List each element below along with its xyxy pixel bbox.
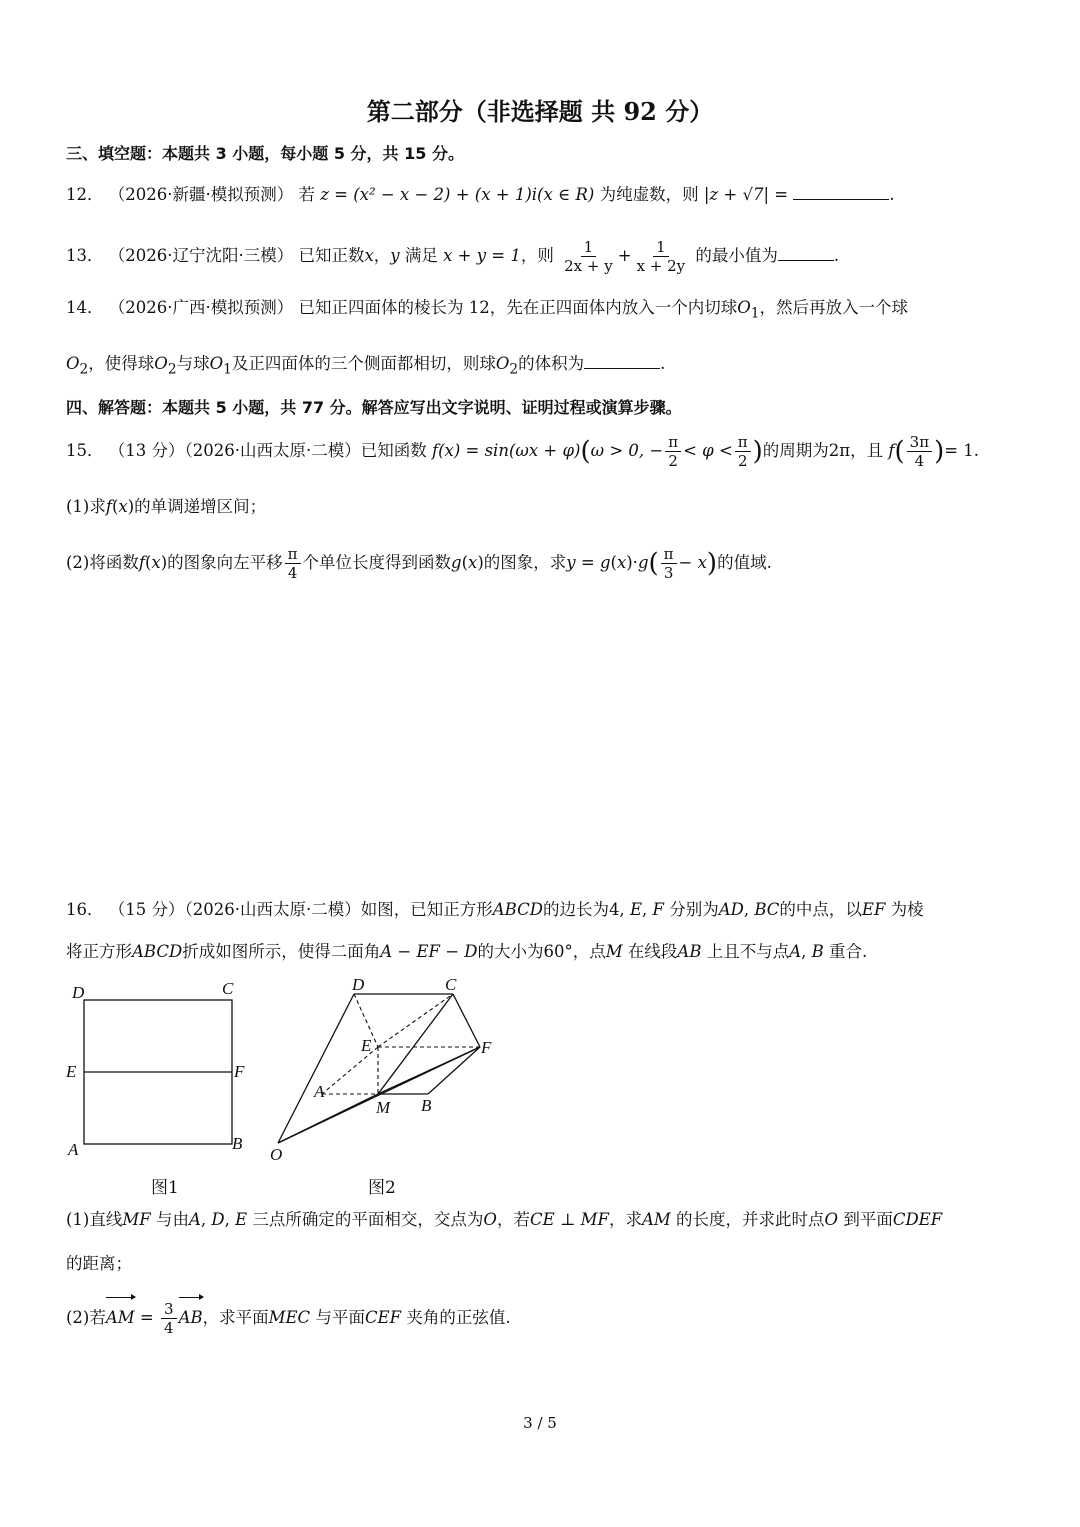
label-a: A [314,1082,325,1101]
q14-line2-d: 的体积为 [518,354,585,373]
q16-line1-a: 如图，已知正方形 [360,900,493,919]
q15-condition-b: < φ < [683,441,733,460]
q16-line2-e: 在线段 [627,942,678,961]
question-12 [66,183,1020,207]
q15-part2-a: (2)将函数 [66,553,139,572]
q13-number: 13． [66,246,104,265]
label-e: E [66,1062,77,1081]
q15-text-a: 已知函数 [360,441,427,460]
q13-text-d: ，则 [520,246,554,265]
q16-number: 16． [66,900,104,919]
q16-part2-b: ，求平面 [202,1308,269,1327]
frac-denominator: 4 [287,564,298,582]
hidden-edge-ec [378,994,453,1047]
q16-part1-e: ，求 [608,1210,642,1229]
q12-text-a: 若 [298,185,315,204]
q16-line1-c: 分别为 [669,900,719,919]
q16-angle: 60° [543,942,573,961]
label-f: F [481,1038,492,1057]
q15-part1-end: 的单调递增区间； [134,497,267,516]
q13-text-e: 的最小值为 [695,246,778,265]
q16-line2-b: 折成如图所示，使得二面角 [182,942,381,961]
q15-equation-end: = 1. [944,441,980,460]
q16-part1-g: 到平面 [843,1210,893,1229]
q16-part1-f: 的长度，并求此时点 [676,1210,825,1229]
q13-answer-blank[interactable] [778,246,834,261]
q15-three-pi-over-4 [907,433,932,470]
q16-part2-d: 夹角的正弦值. [406,1308,511,1327]
frac-denominator: 2 [737,452,748,470]
edge-do [278,994,354,1143]
q13-period: . [833,246,840,265]
frac-numerator: π [735,433,751,452]
q13-comma: ， [373,246,391,265]
q14-line2-b: 与球 [176,354,210,373]
label-c: C [222,979,234,998]
frac-denominator: 2x + y [564,257,613,275]
q15-pi-over-3 [661,545,677,582]
label-f: F [234,1062,245,1081]
q14-answer-blank[interactable] [584,354,660,369]
frac-numerator: 1 [653,238,669,257]
q14-line1: 已知正四面体的棱长为 12，先在正四面体内放入一个内切球 [298,298,738,317]
question-16-part-1-line-2: 的距离； [66,1254,132,1273]
q15-text-c: ，且 [850,441,884,460]
label-o: O [270,1145,283,1164]
q13-text-a: 已知正数 [298,246,365,265]
label-b: B [421,1096,432,1115]
q15-function: f(x) = sin(ωx + φ) [431,441,581,460]
q12-source: （2026·新疆·模拟预测） [108,185,294,204]
q16-three-quarters [161,1300,177,1337]
q13-condition: x + y = 1 [443,246,521,265]
page-number: 3 / 5 [523,1414,557,1432]
question-15-part-1: (1)求f(x)的单调递增区间； [66,497,267,516]
edge-fb [428,1047,480,1094]
question-14-line-1: 14． （2026·广西·模拟预测） 已知正四面体的棱长为 12，先在正四面体内放入一个内切球$O_1$，然后再放入一个球 [66,298,909,322]
label-c: C [445,975,457,994]
q14-source: （2026·广西·模拟预测） [108,298,294,317]
q15-pi-over-2-a [665,433,681,470]
question-15-part-2: (2)将函数f(x)的图象向左平移 $\frac{\pi}{4}$ 个单位长度得到函数g(x)的图象，求y = g(x)·g( $\frac{\pi}{3}$ − x)的值域. [66,545,772,582]
edge-cf [453,994,480,1047]
q12-abs-expression: |z + √7| = [703,185,789,204]
q15-part2-b: 的图象向左平移 [167,553,283,572]
q12-text-b: 为纯虚数，则 [599,185,699,204]
q14-period: . [660,354,666,373]
q15-number: 15． [66,441,104,460]
label-a: A [68,1140,79,1159]
figure-2-folded [262,970,512,1170]
q16-part2-a: (2)若 [66,1308,106,1327]
q16-part1-c: 三点所确定的平面相交，交点为 [252,1210,484,1229]
q15-condition-a: ω > 0, − [590,441,664,460]
q15-pi-over-2-b [735,433,751,470]
figure-1-square [60,975,260,1165]
q15-period-value: 2π [828,441,851,460]
page-title: 第二部分（非选择题 共 92 分） [366,97,714,126]
edge-mc [378,994,453,1094]
q16-line1-e: 为棱 [890,900,924,919]
q16-part1-a: (1)直线 [66,1210,123,1229]
question-14-line-2: $O_2$，使得球$O_2$与球$O_1$及正四面体的三个侧面都相切，则球$O_2$的体积为 . [66,354,666,378]
q15-part1-text: (1)求 [66,497,106,516]
label-d: D [72,983,85,1002]
q13-fraction-2 [634,238,689,275]
q12-period: . [889,185,895,204]
frac-numerator: 1 [581,238,597,257]
q15-part2-d: 的图象，求 [483,553,567,572]
frac-numerator: 3 [161,1300,177,1319]
question-15: 15． （13 分）（2026·山西太原·二模）已知函数 f(x) = sin(ωx + φ)(ω > 0, − $\frac{\pi}{2}$ < φ < $\frac{\pi}{2}$ )的周期为2π，且 f( $\frac{3\pi}{4}$ )= 1. [66,433,980,470]
frac-numerator: π [661,545,677,564]
q16-line2-f: 上且不与点 [706,942,790,961]
q15-text-b: 的周期为 [762,441,829,460]
q16-part2-c: 与平面 [315,1308,365,1327]
figure-2-caption: 图2 [368,1178,396,1198]
q16-part1-d: ，若 [496,1210,530,1229]
frac-denominator: 3 [663,564,674,582]
label-d: D [352,975,365,994]
q12-expression: z = (x² − x − 2) + (x + 1)i(x ∈ R) [320,185,595,204]
q15-score: （13 分） [108,441,185,460]
q14-line2-c: 及正四面体的三个侧面都相切，则球 [231,354,496,373]
q15-pi-over-4 [285,545,301,582]
q16-line2-c: 的大小为 [477,942,544,961]
frac-denominator: 2 [668,452,678,470]
frac-denominator: 4 [914,452,925,470]
q12-answer-blank[interactable] [793,185,889,200]
q13-source: （2026·辽宁沈阳·三模） [108,246,294,265]
question-16-line-1: 16． （15 分）（2026·山西太原·二模）如图，已知正方形ABCD的边长为4, E, F 分别为AD, BC的中点，以EF 为棱 [66,900,924,919]
q14-line1-end: ，然后再放入一个球 [759,298,909,317]
frac-numerator: π [285,545,301,564]
section-fill-in-heading: 三、填空题：本题共 3 小题，每小题 5 分，共 15 分。 [66,144,464,163]
q16-line1-b: 的边长为 [542,900,609,919]
label-e: E [361,1036,372,1055]
edge-of [278,1047,480,1143]
label-b: B [232,1134,243,1153]
question-16-part-2: (2)若AM = $\frac{3}{4}$ AB，求平面MEC 与平面CEF 夹角的正弦值. [66,1296,1020,1340]
q14-number: 14． [66,298,104,317]
frac-numerator: 3π [907,433,932,452]
q16-source: （2026·山西太原·二模） [184,900,361,919]
q16-part1-b: 与由 [155,1210,189,1229]
q15-part2-e: 的值域. [717,553,772,572]
q16-score: （15 分） [108,900,185,919]
section-solution-heading: 四、解答题：本题共 5 小题，共 77 分。解答应写出文字说明、证明过程或演算步骤。 [66,398,682,417]
q15-source: （2026·山西太原·二模） [184,441,361,460]
question-16-line-2: 将正方形ABCD折成如图所示，使得二面角A − EF − D的大小为60°，点M 在线段AB 上且不与点A, B 重合. [66,942,868,961]
question-16-part-1: (1)直线MF 与由A, D, E 三点所确定的平面相交，交点为O，若CE ⊥ MF，求AM 的长度，并求此时点O 到平面CDEF [66,1210,943,1229]
figure-1-caption: 图1 [151,1178,179,1198]
question-13: 13． （2026·辽宁沈阳·三模） 已知正数x，y 满足 x + y = 1，则 $\frac{1}{2x + y}$ + $\frac{1}{x + 2y}$ 的最小值为 . [66,238,840,275]
q16-line1-d: 的中点，以 [779,900,862,919]
frac-denominator: x + 2y [636,257,686,275]
q13-text-c: 满足 [404,246,438,265]
q14-line2-a: ，使得球 [88,354,155,373]
q16-line2-g: 重合. [829,942,868,961]
q16-line2-a: 将正方形 [66,942,132,961]
frac-numerator: π [665,433,681,452]
q15-part2-c: 个单位长度得到函数 [302,553,452,572]
q12-number: 12． [66,185,104,204]
frac-denominator: 4 [164,1319,174,1337]
plus-sign: + [617,246,632,265]
q16-line2-d: ，点 [572,942,606,961]
q13-fraction-1 [561,238,616,275]
label-m: M [376,1098,391,1117]
